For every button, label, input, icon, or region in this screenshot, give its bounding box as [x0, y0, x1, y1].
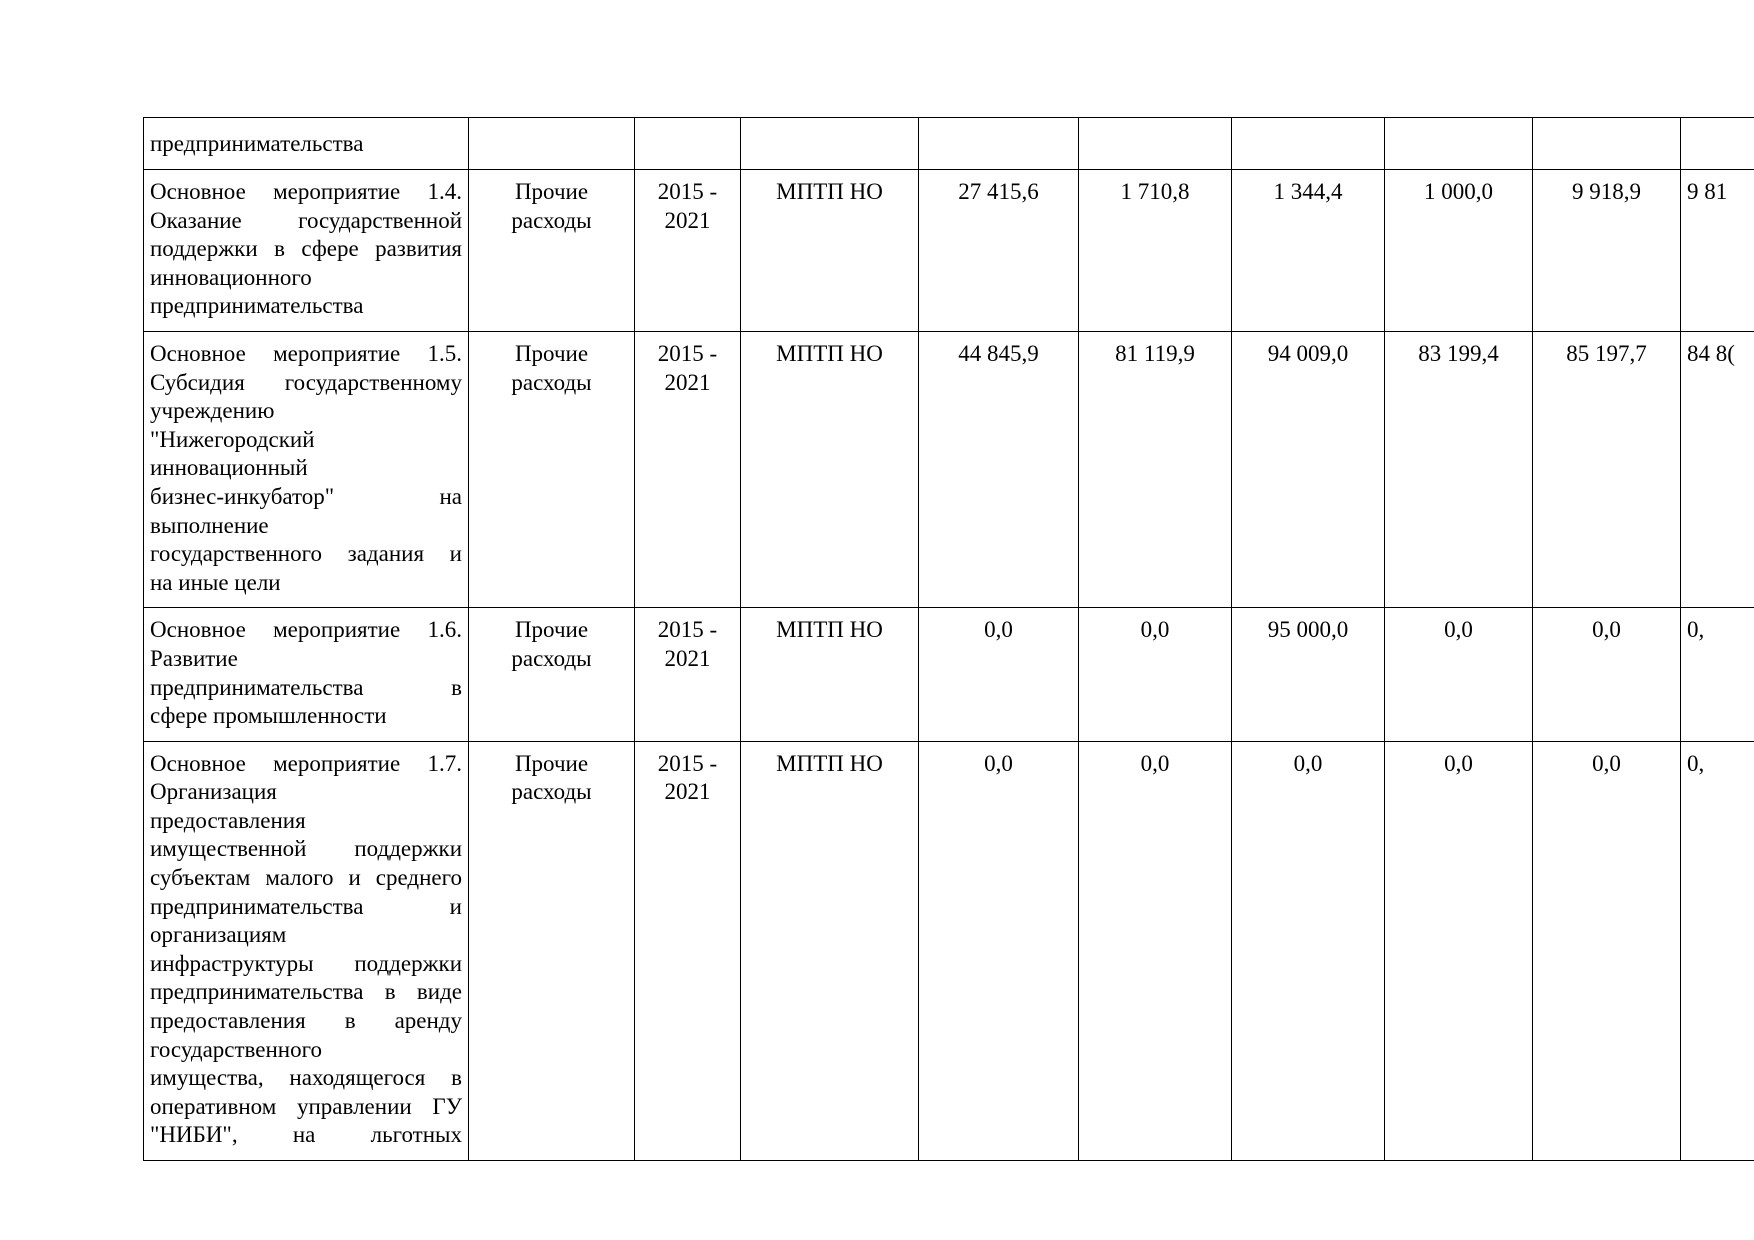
cell-value: 0,0 [919, 608, 1079, 741]
activity-name-line: "Нижегородский [150, 426, 315, 452]
activity-name-line: Основное мероприятие 1.5. [150, 340, 462, 366]
cell-executor: МПТП НО [741, 608, 919, 741]
cell-value: 9 918,9 [1533, 170, 1681, 332]
activity-name-line: государственного задания и [150, 541, 462, 567]
activity-name-line: учреждению [150, 398, 275, 424]
cell-value: 0,0 [1079, 608, 1232, 741]
cell-activity-name [144, 118, 469, 170]
cell-expense-type: Прочие расходы [469, 170, 635, 332]
activity-name-line: предпринимательства в [150, 674, 462, 700]
table-body [144, 118, 1754, 1161]
cell-executor: МПТП НО [741, 741, 919, 1160]
cell-years [635, 118, 741, 170]
cell-value: 0,0 [1385, 741, 1533, 1160]
cell-executor [741, 118, 919, 170]
cell-activity-name [144, 331, 469, 607]
table-row [144, 741, 1754, 1160]
budget-table [143, 117, 1754, 1161]
cell-value: 95 000,0 [1232, 608, 1385, 741]
cell-years: 2015 - 2021 [635, 741, 741, 1160]
activity-name-line: Организация [150, 779, 277, 805]
activity-name-line: Оказание государственной [150, 207, 462, 233]
cell-value [1079, 118, 1232, 170]
cell-executor: МПТП НО [741, 331, 919, 607]
cell-value: 1 000,0 [1385, 170, 1533, 332]
cell-years: 2015 - 2021 [635, 170, 741, 332]
activity-name-line: "НИБИ", на льготных [150, 1122, 462, 1148]
cell-value [1681, 118, 1754, 170]
cell-expense-type: Прочие расходы [469, 331, 635, 607]
cell-value: 0, [1681, 608, 1754, 741]
table-row [144, 608, 1754, 741]
activity-name-line: предоставления в аренду [150, 1008, 462, 1034]
cell-expense-type [469, 118, 635, 170]
activity-name-line: инновационного [150, 264, 312, 290]
cell-value: 27 415,6 [919, 170, 1079, 332]
cell-value: 9 81 [1681, 170, 1754, 332]
cell-value: 1 344,4 [1232, 170, 1385, 332]
cell-value: 44 845,9 [919, 331, 1079, 607]
cell-value: 81 119,9 [1079, 331, 1232, 607]
activity-name-line: организациям [150, 922, 287, 948]
cell-value [919, 118, 1079, 170]
activity-name-line: государственного [150, 1036, 322, 1062]
cell-value: 85 197,7 [1533, 331, 1681, 607]
activity-name-line: предпринимательства [150, 131, 364, 156]
activity-name-line: инновационный [150, 455, 308, 481]
activity-name-line: предпринимательства [150, 293, 364, 319]
activity-name-line: выполнение [150, 512, 269, 538]
cell-activity-name [144, 741, 469, 1160]
activity-name-line: предпринимательства в виде [150, 979, 462, 1005]
cell-value: 0,0 [1533, 741, 1681, 1160]
cell-value: 84 8( [1681, 331, 1754, 607]
cell-value [1232, 118, 1385, 170]
table-row [144, 170, 1754, 332]
activity-name-line: Основное мероприятие 1.7. [150, 750, 462, 776]
cell-value: 0, [1681, 741, 1754, 1160]
cell-expense-type: Прочие расходы [469, 608, 635, 741]
activity-name-line: Основное мероприятие 1.4. [150, 179, 462, 204]
activity-name-line: Развитие [150, 645, 238, 671]
activity-name-line: предоставления [150, 807, 306, 833]
activity-name-line: субъектам малого и среднего [150, 865, 462, 891]
cell-activity-name [144, 608, 469, 741]
table-row [144, 118, 1754, 170]
activity-name-line: имущественной поддержки [150, 836, 462, 862]
activity-name-line: Основное мероприятие 1.6. [150, 617, 462, 643]
table-row [144, 331, 1754, 607]
cell-years: 2015 - 2021 [635, 331, 741, 607]
activity-name-line: сфере промышленности [150, 703, 387, 729]
activity-name-line: имущества, находящегося в [150, 1065, 462, 1091]
cell-activity-name [144, 170, 469, 332]
cell-value: 83 199,4 [1385, 331, 1533, 607]
cell-value: 94 009,0 [1232, 331, 1385, 607]
activity-name-line: поддержки в сфере развития [150, 236, 462, 262]
cell-executor: МПТП НО [741, 170, 919, 332]
activity-name-line: на иные цели [150, 569, 281, 595]
cell-value [1533, 118, 1681, 170]
activity-name-line: предпринимательства и [150, 893, 462, 919]
activity-name-line: инфраструктуры поддержки [150, 950, 462, 976]
cell-value: 0,0 [1079, 741, 1232, 1160]
cell-value: 0,0 [919, 741, 1079, 1160]
activity-name-line: бизнес-инкубатор" на [150, 483, 462, 509]
cell-value: 0,0 [1385, 608, 1533, 741]
cell-years: 2015 - 2021 [635, 608, 741, 741]
activity-name-line: Субсидия государственному [150, 369, 462, 395]
cell-value: 0,0 [1533, 608, 1681, 741]
cell-value [1385, 118, 1533, 170]
cell-value: 0,0 [1232, 741, 1385, 1160]
cell-value: 1 710,8 [1079, 170, 1232, 332]
activity-name-line: оперативном управлении ГУ [150, 1093, 462, 1119]
cell-expense-type: Прочие расходы [469, 741, 635, 1160]
